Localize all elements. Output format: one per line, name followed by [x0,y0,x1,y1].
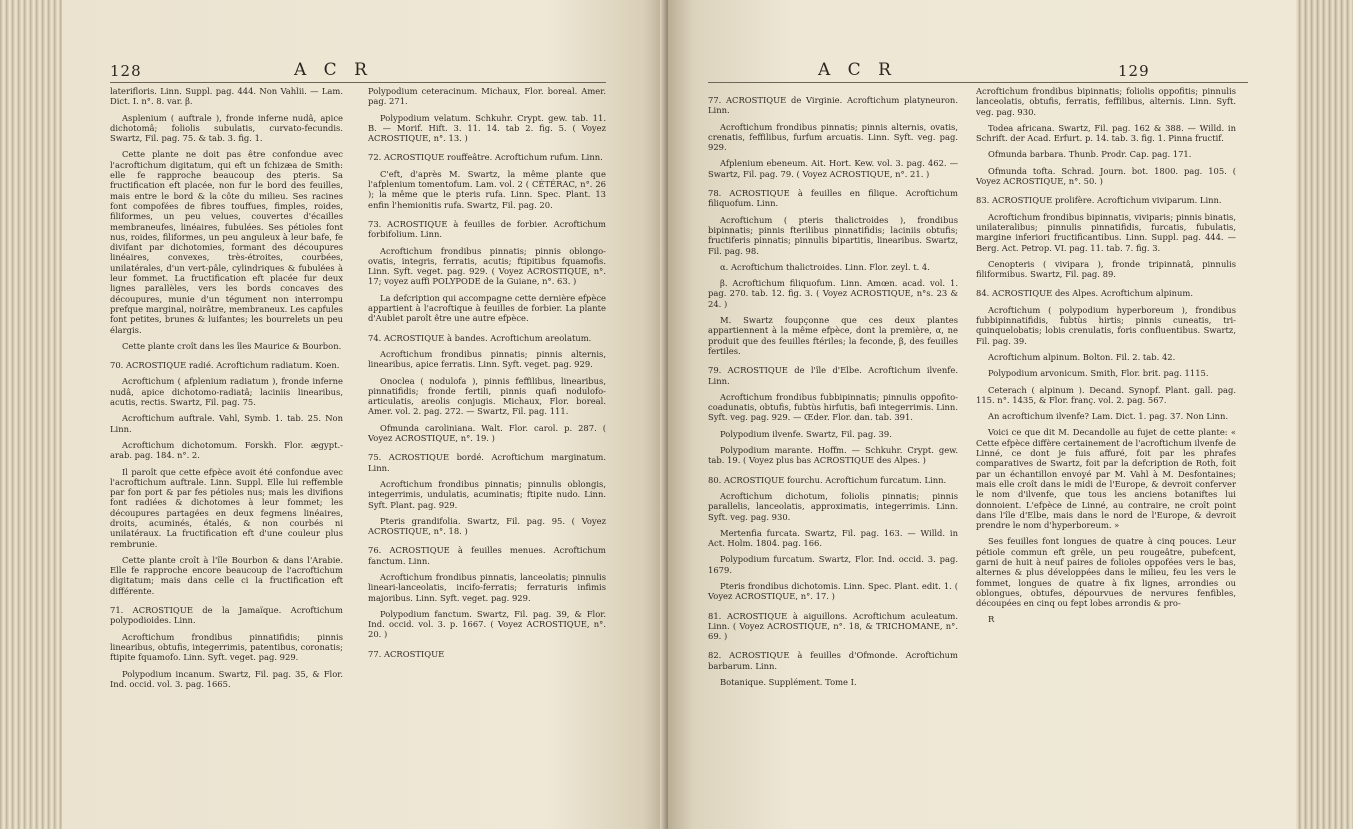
paragraph: Ofmunda tofta. Schrad. Journ. bot. 1800. pag. 105. ( Voyez ACROSTIQUE, n°. 50. ) [976,165,1236,187]
text-column-1 [110,86,343,695]
paragraph: Pteris grandifolia. Swartz, Fil. pag. 95. ( Voyez ACROSTIQUE, n°. 18. ) [368,515,606,537]
paragraph: An acroftichum ilvenfe? Lam. Dict. 1. pag. 37. Non Linn. [988,411,1229,422]
paragraph: 72. ACROSTIQUE rouffeâtre. Acroftichum rufum. Linn. [368,152,603,163]
paragraph: 80. ACROSTIQUE fourchu. Acroftichum furcatum. Linn. [708,474,947,485]
paragraph: 71. ACROSTIQUE de la Jamaïque. Acroftichum polypodioides. Linn. [110,605,343,626]
paragraph: Acroftichum frondibus pinnatis; pinnis alternis, ovatis, crenatis, feffilibus, furfum arcuatis. Linn. Syft. veg. pag. 929. [708,121,958,153]
paragraph: 81. ACROSTIQUE à aiguillons. Acroftichum aculeatum. Linn. ( Voyez ACROSTIQUE, n°. 18, & TRICHOMANE, n°. 69. ) [708,610,958,642]
paragraph: C'eft, d'après M. Swartz, la même plante que l'afplenium tomentofum. Lam. vol. 2 ( CÉTÉRAC, n°. 26 ); la même que le pteris rufa. Linn. Spec. Plant. 13 enfin l'hemionitis rufa. Swartz, Fil. pag. 20. [368,168,606,210]
paragraph: Asplenium ( auftrale ), fronde inferne nudâ, apice dichotomâ; foliolis subulatis, curvato-fecundis. Swartz, Fil. pag. 75. & tab. 3. fig. 1. [110,112,343,144]
paragraph: Acroftichum alpinum. Bolton. Fil. 2. tab. 42. [988,351,1176,362]
paragraph: Acroftichum frondibus pinnatis; pinnis alternis, linearibus, apice ferratis. Linn. Syft. veget. pag. 929. [368,348,606,370]
paragraph: Onoclea ( nodulofa ), pinnis feffilibus, linearibus, pinnatifidis; fronde fertili, pinnis quafi nodulofo-articulatis, areolis conjugis. Michaux, Flor. boreal. Amer. vol. 2. pag. 272. — Swartz, Fil. pag. 111. [368,375,606,417]
paragraph: 83. ACROSTIQUE prolifère. Acroftichum viviparum. Linn. [976,195,1222,206]
paragraph: Il paroît que cette efpèce avoit été confondue avec l'acroftichum auftrale. Linn. Suppl. Elle lui reffemble par fon port & par fes pétioles nus; mais les divifions font radiées & dichotomes à leur fommet; les découpures partagées en deux fegmens linéaires, droits, acuminés, étalés, & non courbés ni unilatéraux. La fructification eft d'une couleur plus rembrunie. [110,466,343,549]
header-rule [708,82,1248,83]
paragraph: Acroftichum frondibus bipinnatis, viviparis; pinnis binatis, unilateralibus; pinnulis pinnatifidis, furcatis, fubulatis, margine inferiori fructificantibus. Linn. Suppl. pag. 444. — Berg. Act. Petrop. VI. pag. 11. tab. 7. fig. 3. [976,211,1236,253]
paragraph: Acroftichum frondibus pinnatis; pinnulis oblongis, integerrimis, undulatis, acuminatis; ftipite nudo. Linn. Syft. Plant. pag. 929. [368,478,606,510]
page-number: 128 [110,62,142,80]
paragraph: Ofmunda caroliniana. Walt. Flor. carol. p. 287. ( Voyez ACROSTIQUE, n°. 19. ) [368,422,606,444]
paragraph: 79. ACROSTIQUE de l'île d'Elbe. Acroftichum ilvenfe. Linn. [708,365,958,386]
paragraph: 76. ACROSTIQUE à feuilles menues. Acroftichum fanctum. Linn. [368,545,606,566]
running-head: A C R [294,60,373,80]
paragraph: Acroftichum frondibus pinnatifidis; pinnis linearibus, obtufis, integerrimis, patentibus, coronatis; ftipite fquamofo. Linn. Syft. veget. pag. 929. [110,631,343,663]
paragraph: Cette plante croît à l'île Bourbon & dans l'Arabie. Elle fe rapproche encore beaucoup de l'acroftichum digitatum; mais dans celle ci la fructification eft différente. [110,554,343,596]
left-page [62,0,668,829]
paragraph: 78. ACROSTIQUE à feuilles en filique. Acroftichum filiquofum. Linn. [708,188,958,209]
paragraph: Acroftichum ( polypodium hyperboreum ), frondibus fubbipinnatifidis, fubtùs hirtis; pinnis cuneatis, tri-quinquelobatis; lobis crenulatis, foris confluentibus. Swartz, Fil. pag. 39. [976,304,1236,346]
paragraph: Polypodium arvonicum. Smith, Flor. brit. pag. 1115. [988,368,1209,379]
paragraph: Ceterach ( alpinum ). Decand. Synopf. Plant. gall. pag. 115. n°. 1435, & Flor. franç. vol. 2. pag. 567. [976,384,1236,405]
paragraph: 84. ACROSTIQUE des Alpes. Acroftichum alpinum. [976,288,1193,299]
paragraph: Polypodium ceteracinum. Michaux, Flor. boreal. Amer. pag. 271. [368,86,606,107]
paragraph: Acroftichum ( afplenium radiatum ), fronde inferne nudâ, apice dichotomo-radiatâ; laciniis linearibus, acutis, rectis. Swartz, Fil. pag. 75. [110,376,343,408]
paragraph: Polypodium incanum. Swartz, Fil. pag. 35, & Flor. Ind. occid. vol. 3. pag. 1665. [110,668,343,689]
paragraph: 70. ACROSTIQUE radié. Acroftichum radiatum. Koen. [110,360,340,371]
paragraph: Cenopteris ( vivipara ), fronde tripinnatâ, pinnulis filiformibus. Swartz, Fil. pag. 89. [976,258,1236,280]
paragraph: Ofmunda barbara. Thunb. Prodr. Cap. pag. 171. [988,149,1192,160]
paragraph: Polypodium ilvenfe. Swartz, Fil. pag. 39. [720,428,892,439]
paragraph: 75. ACROSTIQUE bordé. Acroftichum marginatum. Linn. [368,452,606,473]
header-rule [110,82,606,83]
paragraph: 73. ACROSTIQUE à feuilles de forbier. Acroftichum forbifolium. Linn. [368,218,606,240]
text-column-1 [708,86,958,693]
page-number: 129 [1118,62,1150,80]
paragraph: 82. ACROSTIQUE à feuilles d'Ofmonde. Acroftichum barbarum. Linn. [708,650,958,671]
paragraph: laterifloris. Linn. Suppl. pag. 444. Non Vahlii. — Lam. Dict. I. n°. 8. var. β. [110,86,343,107]
paragraph: Polypodium furcatum. Swartz, Flor. Ind. occid. 3. pag. 1679. [708,554,958,575]
text-column-2 [368,86,606,665]
paragraph: Acroftichum dichotomum. Forskh. Flor. ægypt.-arab. pag. 184. n°. 2. [110,439,343,461]
paragraph: Pteris frondibus dichotomis. Linn. Spec. Plant. edit. 1. ( Voyez ACROSTIQUE, n°. 17. ) [708,580,958,602]
paragraph: Acroftichum frondibus pinnatis, lanceolatis; pinnulis lineari-lanceolatis, incifo-ferratis; ferraturis infimis majoribus. Linn. Syft. veget. pag. 929. [368,571,606,603]
page-edges-left [0,0,70,829]
paragraph: β. Acroftichum filiquofum. Linn. Amœn. acad. vol. 1. pag. 270. tab. 12. fig. 3. ( Voyez ACROSTIQUE, n°s. 23 & 24. ) [708,278,958,309]
paragraph: La defcription qui accompagne cette dernière efpèce appartient à l'acroftique à feuilles de forbier. La plante d'Aublet paroît être une autre efpèce. [368,292,606,324]
right-page [668,0,1296,829]
running-head: A C R [818,60,897,80]
paragraph: Acroftichum ( pteris thalictroides ), frondibus bipinnatis; pinnis fterilibus pinnatifidis; laciniis obtufis; fructiferis pinnatis; pinnulis bipartitis, linearibus. Swartz, Fil. pag. 98. [708,214,958,256]
paragraph: R [988,614,995,625]
paragraph: Acroftichum frondibus pinnatis; pinnis oblongo-ovatis, integris, ferratis, acutis; ftipitibus fquamofis. Linn. Syft. veget. pag. 929. ( Voyez ACROSTIQUE, n°. 17; voyez auffi POLYPODE de la Guiane, n°. 63. ) [368,245,606,287]
paragraph: Cette plante ne doit pas être confondue avec l'acroftichum digitatum, qui eft un fchizæa de Smith: elle fe rapproche beaucoup des pteris. Sa fructification eft placée, non fur le bord des feuilles, mais entre le bord & la côte du milieu. Ses racines font compofées de fibres touffues, fimples, roides, filiformes, un peu velues, couvertes d'écailles membraneufes, linéaires, fubulées. Ses pétioles font nus, roides, filiformes, un peu anguleux à leur bafe, fe divifant par dichotomies, formant des découpures linéaires, convexes, très-étroites, courbées, unilatérales, d'un vert-pâle, cylindriques & fubulées à leur fommet. La fructification eft placée fur deux lignes parallèles, vers les bords concaves des découpures, munie d'un tégument non interrompu prefque marginal, noirâtre, membraneux. Les capfules font petites, brunes & luifantes; les bourrelets un peu élargis. [110,149,343,335]
paragraph: Acroftichum frondibus fubbipinnatis; pinnulis oppofito-coadunatis, obtufis, fubtùs hirfutis, bafi integerrimis. Linn. Syft. veg. pag. 929. — Œder. Flor. dan. tab. 391. [708,391,958,423]
paragraph: Acroftichum frondibus bipinnatis; foliolis oppofitis; pinnulis lanceolatis, obtufis, ferratis, feffilibus, alternis. Linn. Syft. veg. pag. 930. [976,86,1236,117]
paragraph: Ses feuilles font longues de quatre à cinq pouces. Leur pétiole commun eft grêle, un peu rougeâtre, pubefcent, garni de huit à neuf paires de folioles oppofées vers le bas, alternes & plus développées dans le milieu, feu les vers le fommet, longues de quatre à fix lignes, arrondies ou oblongues, obtufes, dépourvues de nervures fenfibles, découpées en cinq ou fept lobes arrondis & pro- [976,536,1236,609]
paragraph: 77. ACROSTIQUE [368,648,445,659]
page-edges-right [1293,0,1353,829]
paragraph: Mertenfia furcata. Swartz, Fil. pag. 163. — Willd. in Act. Holm. 1804. pag. 166. [708,527,958,549]
paragraph: Cette plante croît dans les îles Maurice & Bourbon. [122,340,342,351]
paragraph: Botanique. Supplément. Tome I. [720,677,857,688]
paragraph: Acroftichum auftrale. Vahl, Symb. 1. tab. 25. Non Linn. [110,413,343,434]
text-column-2 [976,86,1236,631]
paragraph: 77. ACROSTIQUE de Virginie. Acroftichum platyneuron. Linn. [708,95,958,116]
paragraph: Todea africana. Swartz, Fil. pag. 162 & 388. — Willd. in Schrift. der Acad. Erfurt. p. 14. tab. 3. fig. 1. Pinna fructif. [976,122,1236,144]
paragraph: 74. ACROSTIQUE à bandes. Acroftichum areolatum. [368,332,592,343]
paragraph: α. Acroftichum thalictroides. Linn. Flor. zeyl. t. 4. [720,261,930,272]
paragraph: Acroftichum dichotum, foliolis pinnatis; pinnis parallelis, lanceolatis, approximatis, integerrimis. Linn. Syft. veg. pag. 930. [708,490,958,522]
paragraph: Polypodium marante. Hoffm. — Schkuhr. Crypt. gew. tab. 19. ( Voyez plus bas ACROSTIQUE des Alpes. ) [708,445,958,466]
paragraph: Polypodium fanctum. Swartz, Fil. pag. 39, & Flor. Ind. occid. vol. 3. p. 1667. ( Voyez ACROSTIQUE, n°. 20. ) [368,608,606,640]
paragraph: Polypodium velatum. Schkuhr. Crypt. gew. tab. 11. B. — Morif. Hift. 3. 11. 14. tab 2. fig. 5. ( Voyez ACROSTIQUE, n°. 13. ) [368,112,606,144]
paragraph: M. Swartz foupçonne que ces deux plantes appartiennent à la même efpèce, dont la première, α, ne produit que des feuilles ftériles; la feconde, β, des feuilles fertiles. [708,315,958,356]
paragraph: Afplenium ebeneum. Ait. Hort. Kew. vol. 3. pag. 462. — Swartz, Fil. pag. 79. ( Voyez ACROSTIQUE, n°. 21. ) [708,158,958,179]
paragraph: Voici ce que dit M. Decandolle au fujet de cette plante: « Cette efpèce diffère certainement de l'acroftichum ilvenfe de Linné, ce dont je fuis affuré, foit par les phrafes comparatives de Swartz, foit par la defcription de Roth, foit par un échantillon envoyé par M. Vahl à M. Desfontaines; mais elle croît dans le midi de l'Europe, & devroit conferver le nom d'ilvenfe, que tous les anciens botaniftes lui donnoient. L'efpèce de Linné, au contraire, ne croît point dans l'île d'Elbe, mais dans le nord de l'Europe, & devroit prendre le nom d'hyperboreum. » [976,427,1236,531]
